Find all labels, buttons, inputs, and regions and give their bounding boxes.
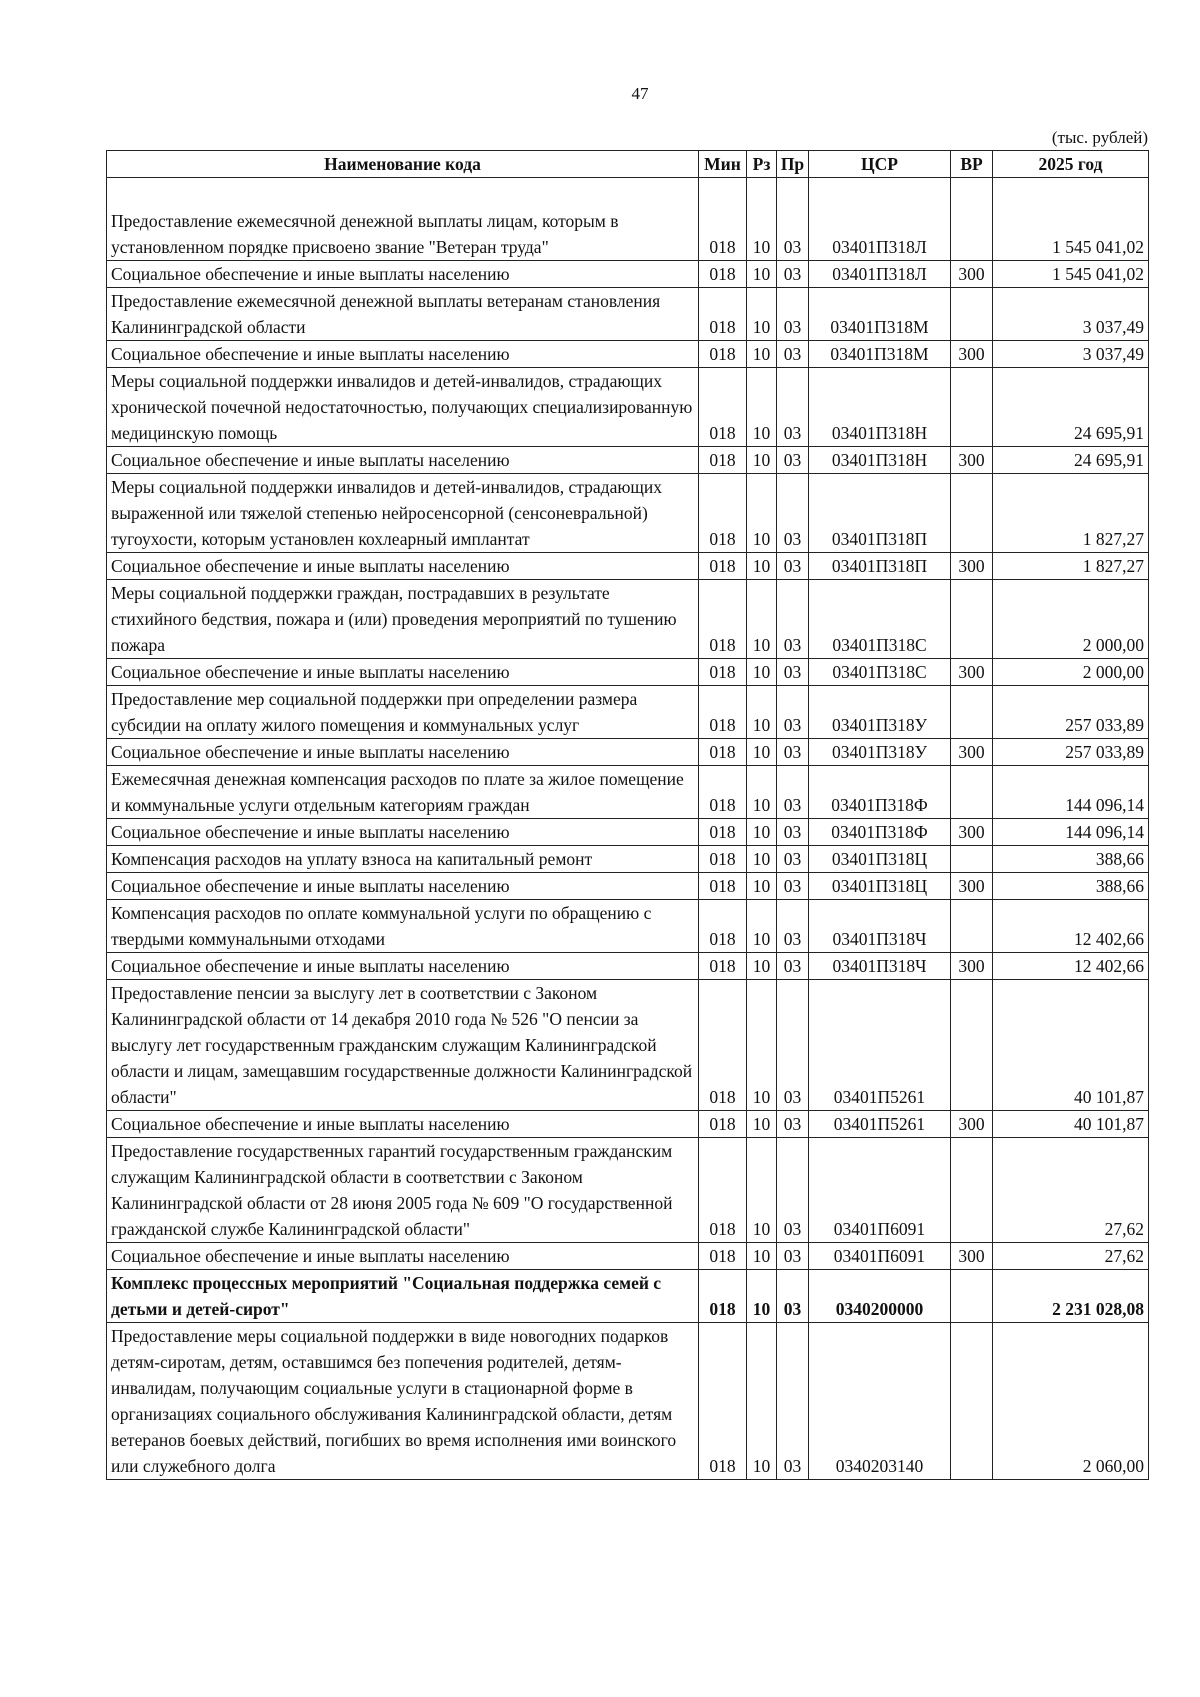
- cell-min: 018: [699, 261, 747, 288]
- cell-min: 018: [699, 846, 747, 873]
- cell-csr: 03401П5261: [809, 980, 951, 1111]
- cell-vr: [951, 766, 993, 819]
- cell-pr: 03: [777, 980, 809, 1111]
- cell-pr: 03: [777, 1323, 809, 1480]
- cell-pr: 03: [777, 553, 809, 580]
- cell-sum: 27,62: [993, 1243, 1149, 1270]
- cell-name: Социальное обеспечение и иные выплаты населению: [107, 1243, 699, 1270]
- cell-vr: 300: [951, 739, 993, 766]
- cell-name: Социальное обеспечение и иные выплаты населению: [107, 819, 699, 846]
- cell-rz: 10: [747, 288, 777, 341]
- cell-sum: 12 402,66: [993, 900, 1149, 953]
- cell-name: Меры социальной поддержки инвалидов и детей-инвалидов, страдающих выраженной или тяжелой степенью нейросенсорной (сенсоневральной) тугоухости, которым установлен кохлеарный имплантат: [107, 474, 699, 553]
- cell-name: Предоставление мер социальной поддержки при определении размера субсидии на оплату жилого помещения и коммунальных услуг: [107, 686, 699, 739]
- cell-vr: [951, 686, 993, 739]
- cell-sum: 1 827,27: [993, 553, 1149, 580]
- cell-pr: 03: [777, 1138, 809, 1243]
- cell-vr: [951, 846, 993, 873]
- cell-pr: 03: [777, 178, 809, 261]
- cell-csr: 03401П318П: [809, 553, 951, 580]
- table-row: [107, 261, 1149, 288]
- table-row: [107, 1111, 1149, 1138]
- table-body: [107, 178, 1149, 1480]
- cell-pr: 03: [777, 900, 809, 953]
- header-name: Наименование кода: [107, 151, 699, 178]
- cell-sum: 1 827,27: [993, 474, 1149, 553]
- cell-vr: 300: [951, 1243, 993, 1270]
- cell-vr: 300: [951, 819, 993, 846]
- table-row: [107, 288, 1149, 341]
- cell-rz: 10: [747, 953, 777, 980]
- cell-sum: 40 101,87: [993, 980, 1149, 1111]
- cell-min: 018: [699, 368, 747, 447]
- cell-name: Социальное обеспечение и иные выплаты населению: [107, 659, 699, 686]
- units-label: (тыс. рублей): [1051, 128, 1148, 147]
- cell-sum: 12 402,66: [993, 953, 1149, 980]
- cell-name: Комплекс процессных мероприятий "Социальная поддержка семей с детьми и детей-сирот": [107, 1270, 699, 1323]
- cell-min: 018: [699, 288, 747, 341]
- cell-csr: 03401П318Ч: [809, 953, 951, 980]
- cell-name: Меры социальной поддержки инвалидов и детей-инвалидов, страдающих хронической почечной недостаточностью, получающих специализированную медицинскую помощь: [107, 368, 699, 447]
- cell-min: 018: [699, 447, 747, 474]
- cell-sum: 2 000,00: [993, 580, 1149, 659]
- cell-csr: 03401П318Н: [809, 368, 951, 447]
- cell-sum: 257 033,89: [993, 739, 1149, 766]
- cell-csr: 03401П318Ф: [809, 819, 951, 846]
- cell-sum: 144 096,14: [993, 766, 1149, 819]
- header-csr: ЦСР: [809, 151, 951, 178]
- cell-rz: 10: [747, 1323, 777, 1480]
- cell-rz: 10: [747, 447, 777, 474]
- cell-rz: 10: [747, 178, 777, 261]
- cell-rz: 10: [747, 900, 777, 953]
- cell-min: 018: [699, 474, 747, 553]
- cell-min: 018: [699, 580, 747, 659]
- table-row: [107, 873, 1149, 900]
- table-row: [107, 900, 1149, 953]
- cell-pr: 03: [777, 474, 809, 553]
- cell-vr: [951, 288, 993, 341]
- cell-sum: 144 096,14: [993, 819, 1149, 846]
- cell-csr: 03401П318С: [809, 659, 951, 686]
- table-row: [107, 178, 1149, 261]
- cell-rz: 10: [747, 873, 777, 900]
- cell-min: 018: [699, 819, 747, 846]
- table-row: [107, 1323, 1149, 1480]
- cell-vr: 300: [951, 553, 993, 580]
- cell-csr: 03401П318Ц: [809, 873, 951, 900]
- cell-rz: 10: [747, 580, 777, 659]
- cell-rz: 10: [747, 980, 777, 1111]
- table-row: [107, 553, 1149, 580]
- cell-csr: 03401П318У: [809, 686, 951, 739]
- table-row: [107, 953, 1149, 980]
- cell-vr: [951, 580, 993, 659]
- cell-name: Предоставление меры социальной поддержки в виде новогодних подарков детям-сиротам, детям, оставшимся без попечения родителей, детям-инвалидам, получающим социальные услуги в стационарной форме в организациях социального обслуживания Калининградской области, детям ветеранов боевых действий, погибших во время исполнения ими воинского или служебного долга: [107, 1323, 699, 1480]
- cell-sum: 24 695,91: [993, 368, 1149, 447]
- cell-pr: 03: [777, 739, 809, 766]
- cell-name: Социальное обеспечение и иные выплаты населению: [107, 1111, 699, 1138]
- cell-pr: 03: [777, 873, 809, 900]
- cell-pr: 03: [777, 659, 809, 686]
- cell-vr: [951, 980, 993, 1111]
- cell-name: Ежемесячная денежная компенсация расходов по плате за жилое помещение и коммунальные услуги отдельным категориям граждан: [107, 766, 699, 819]
- cell-csr: 03401П318П: [809, 474, 951, 553]
- cell-pr: 03: [777, 1270, 809, 1323]
- cell-min: 018: [699, 178, 747, 261]
- table-row: [107, 846, 1149, 873]
- cell-name: Социальное обеспечение и иные выплаты населению: [107, 341, 699, 368]
- cell-vr: 300: [951, 341, 993, 368]
- cell-pr: 03: [777, 953, 809, 980]
- table-row: [107, 819, 1149, 846]
- cell-min: 018: [699, 1243, 747, 1270]
- cell-rz: 10: [747, 686, 777, 739]
- cell-pr: 03: [777, 686, 809, 739]
- header-min: Мин: [699, 151, 747, 178]
- cell-sum: 40 101,87: [993, 1111, 1149, 1138]
- cell-min: 018: [699, 341, 747, 368]
- table-row: [107, 1138, 1149, 1243]
- cell-min: 018: [699, 953, 747, 980]
- cell-min: 018: [699, 1138, 747, 1243]
- cell-min: 018: [699, 900, 747, 953]
- cell-sum: 1 545 041,02: [993, 261, 1149, 288]
- cell-rz: 10: [747, 1243, 777, 1270]
- cell-min: 018: [699, 1270, 747, 1323]
- cell-name: Предоставление ежемесячной денежной выплаты ветеранам становления Калининградской области: [107, 288, 699, 341]
- table-row: [107, 474, 1149, 553]
- cell-csr: 03401П6091: [809, 1138, 951, 1243]
- cell-rz: 10: [747, 1111, 777, 1138]
- table-row: [107, 341, 1149, 368]
- cell-pr: 03: [777, 288, 809, 341]
- table-row: [107, 766, 1149, 819]
- cell-csr: 03401П318С: [809, 580, 951, 659]
- table-row: [107, 686, 1149, 739]
- cell-csr: 0340203140: [809, 1323, 951, 1480]
- cell-vr: 300: [951, 1111, 993, 1138]
- cell-pr: 03: [777, 261, 809, 288]
- cell-name: Меры социальной поддержки граждан, пострадавших в результате стихийного бедствия, пожара и (или) проведения мероприятий по тушению пожара: [107, 580, 699, 659]
- cell-pr: 03: [777, 846, 809, 873]
- header-row: [107, 151, 1149, 178]
- cell-pr: 03: [777, 1111, 809, 1138]
- page-number: 47: [631, 84, 649, 103]
- cell-min: 018: [699, 553, 747, 580]
- cell-rz: 10: [747, 659, 777, 686]
- cell-name: Социальное обеспечение и иные выплаты населению: [107, 553, 699, 580]
- cell-min: 018: [699, 739, 747, 766]
- cell-vr: [951, 900, 993, 953]
- cell-vr: [951, 1138, 993, 1243]
- header-year: 2025 год: [993, 151, 1149, 178]
- cell-rz: 10: [747, 261, 777, 288]
- cell-pr: 03: [777, 819, 809, 846]
- cell-rz: 10: [747, 368, 777, 447]
- cell-min: 018: [699, 873, 747, 900]
- cell-sum: 2 000,00: [993, 659, 1149, 686]
- cell-vr: [951, 1323, 993, 1480]
- cell-vr: 300: [951, 261, 993, 288]
- cell-csr: 03401П318М: [809, 341, 951, 368]
- cell-rz: 10: [747, 846, 777, 873]
- cell-vr: [951, 368, 993, 447]
- cell-rz: 10: [747, 739, 777, 766]
- cell-min: 018: [699, 686, 747, 739]
- cell-min: 018: [699, 1111, 747, 1138]
- cell-min: 018: [699, 980, 747, 1111]
- cell-csr: 03401П318Н: [809, 447, 951, 474]
- cell-min: 018: [699, 1323, 747, 1480]
- table-row: [107, 980, 1149, 1111]
- cell-sum: 3 037,49: [993, 288, 1149, 341]
- cell-csr: 03401П5261: [809, 1111, 951, 1138]
- cell-vr: [951, 1270, 993, 1323]
- cell-rz: 10: [747, 766, 777, 819]
- cell-sum: 27,62: [993, 1138, 1149, 1243]
- cell-vr: 300: [951, 447, 993, 474]
- cell-csr: 03401П318Л: [809, 178, 951, 261]
- table-row: [107, 739, 1149, 766]
- cell-vr: [951, 474, 993, 553]
- cell-min: 018: [699, 766, 747, 819]
- header-vr: ВР: [951, 151, 993, 178]
- cell-rz: 10: [747, 474, 777, 553]
- cell-csr: 03401П318М: [809, 288, 951, 341]
- cell-sum: 24 695,91: [993, 447, 1149, 474]
- table-row: [107, 580, 1149, 659]
- table-row: [107, 1243, 1149, 1270]
- cell-csr: 03401П318Ц: [809, 846, 951, 873]
- cell-vr: 300: [951, 953, 993, 980]
- cell-rz: 10: [747, 1270, 777, 1323]
- header-rz: Рз: [747, 151, 777, 178]
- cell-sum: 388,66: [993, 846, 1149, 873]
- cell-rz: 10: [747, 341, 777, 368]
- budget-table: [106, 150, 1149, 1480]
- cell-vr: [951, 178, 993, 261]
- cell-min: 018: [699, 659, 747, 686]
- table-row: [107, 1270, 1149, 1323]
- cell-pr: 03: [777, 447, 809, 474]
- cell-sum: 2 231 028,08: [993, 1270, 1149, 1323]
- cell-name: Социальное обеспечение и иные выплаты населению: [107, 953, 699, 980]
- cell-sum: 2 060,00: [993, 1323, 1149, 1480]
- cell-pr: 03: [777, 368, 809, 447]
- cell-rz: 10: [747, 819, 777, 846]
- cell-csr: 03401П6091: [809, 1243, 951, 1270]
- cell-csr: 03401П318Ф: [809, 766, 951, 819]
- cell-name: Предоставление государственных гарантий государственным гражданским служащим Калининградской области в соответствии с Законом Калининградской области от 28 июня 2005 года № 609 "О государственной гражданской службе Калининградской области": [107, 1138, 699, 1243]
- cell-name: Социальное обеспечение и иные выплаты населению: [107, 739, 699, 766]
- cell-vr: 300: [951, 659, 993, 686]
- table-row: [107, 447, 1149, 474]
- cell-name: Социальное обеспечение и иные выплаты населению: [107, 261, 699, 288]
- cell-name: Социальное обеспечение и иные выплаты населению: [107, 873, 699, 900]
- header-pr: Пр: [777, 151, 809, 178]
- cell-sum: 3 037,49: [993, 341, 1149, 368]
- cell-pr: 03: [777, 1243, 809, 1270]
- cell-csr: 0340200000: [809, 1270, 951, 1323]
- cell-name: Компенсация расходов по оплате коммунальной услуги по обращению с твердыми коммунальными отходами: [107, 900, 699, 953]
- cell-rz: 10: [747, 553, 777, 580]
- cell-pr: 03: [777, 580, 809, 659]
- cell-pr: 03: [777, 766, 809, 819]
- cell-name: Социальное обеспечение и иные выплаты населению: [107, 447, 699, 474]
- cell-sum: 257 033,89: [993, 686, 1149, 739]
- table-row: [107, 368, 1149, 447]
- cell-name: Предоставление ежемесячной денежной выплаты лицам, которым в установленном порядке присвоено звание "Ветеран труда": [107, 178, 699, 261]
- cell-csr: 03401П318Ч: [809, 900, 951, 953]
- cell-sum: 388,66: [993, 873, 1149, 900]
- cell-vr: 300: [951, 873, 993, 900]
- table-row: [107, 659, 1149, 686]
- cell-name: Компенсация расходов на уплату взноса на капитальный ремонт: [107, 846, 699, 873]
- cell-csr: 03401П318Л: [809, 261, 951, 288]
- cell-rz: 10: [747, 1138, 777, 1243]
- cell-csr: 03401П318У: [809, 739, 951, 766]
- cell-sum: 1 545 041,02: [993, 178, 1149, 261]
- cell-pr: 03: [777, 341, 809, 368]
- cell-name: Предоставление пенсии за выслугу лет в соответствии с Законом Калининградской области от 14 декабря 2010 года № 526 "О пенсии за выслугу лет государственным гражданским служащим Калининградской области и лицам, замещавшим государственные должности Калининградской области": [107, 980, 699, 1111]
